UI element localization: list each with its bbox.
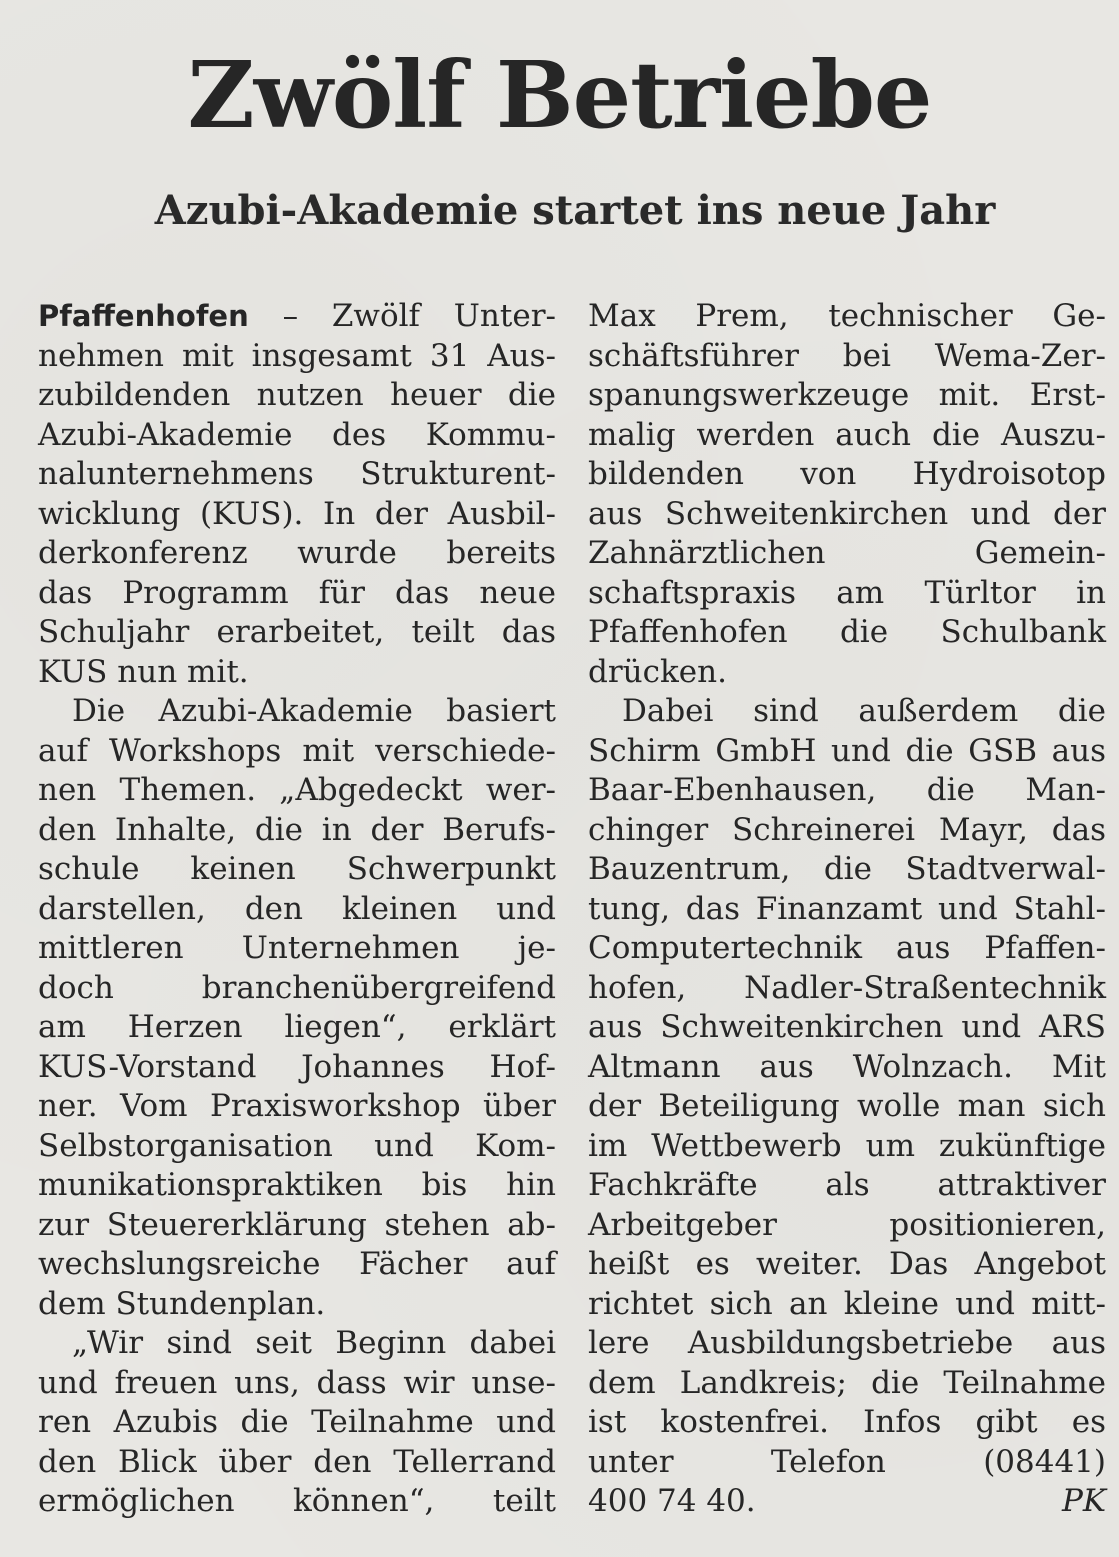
article-column-right <box>588 297 1106 1522</box>
article-text-line: bildenden von Hydroisotop <box>588 456 1106 492</box>
article-text-line: zur Steuererklärung stehen ab- <box>38 1206 556 1243</box>
article-text-line: nalunternehmens Strukturent- <box>38 456 556 492</box>
article-text-line: Max Prem, technischer Ge- <box>588 298 1106 334</box>
article-text-line: schule keinen Schwerpunkt <box>38 851 556 887</box>
article-text-line: malig werden auch die Auszu- <box>588 416 1106 453</box>
article-text-line: schäftsführer bei Wema-Zer- <box>588 337 1106 374</box>
article-text-line: aus Schweitenkirchen und der <box>588 495 1106 532</box>
article-text-line: „Wir sind seit Beginn dabei <box>72 1325 556 1361</box>
article-text-line: zubildenden nutzen heuer die <box>38 377 556 413</box>
subheadline: Azubi-Akademie startet ins neue Jahr <box>154 187 996 234</box>
headline: Zwölf Betriebe <box>187 41 932 149</box>
article-text-line: Pfaffenhofen die Schulbank <box>588 614 1106 650</box>
article-text-line: lere Ausbildungsbetriebe aus <box>588 1325 1106 1361</box>
article-text-line: KUS-Vorstand Johannes Hof- <box>38 1048 556 1085</box>
article-text-line: Altmann aus Wolnzach. Mit <box>588 1048 1106 1085</box>
article-text-line: Selbstorganisation und Kom- <box>38 1127 556 1164</box>
article-text-line: unter Telefon (08441) <box>588 1443 1106 1480</box>
article-text-line: Schuljahr erarbeitet, teilt das <box>38 614 556 650</box>
article-text-line: chinger Schreinerei Mayr, das <box>588 811 1106 848</box>
article-text-line: KUS nun mit. <box>38 653 249 690</box>
article-text-line: richtet sich an kleine und mitt- <box>588 1285 1106 1322</box>
article-text-line: Bauzentrum, die Stadtverwal- <box>588 851 1106 887</box>
article-text-line: Arbeitgeber positionieren, <box>588 1206 1106 1243</box>
article-text-line: ist kostenfrei. Infos gibt es <box>588 1404 1106 1440</box>
article-text-line: darstellen, den kleinen und <box>38 890 556 927</box>
article-text: – Zwölf Unter- <box>282 298 556 334</box>
article-text-line: dem Stundenplan. <box>38 1285 326 1322</box>
article-text-line: spanungswerkzeuge mit. Erst- <box>588 377 1106 413</box>
article-text-line: derkonferenz wurde bereits <box>38 535 556 571</box>
article-text-line: ermöglichen können“, teilt <box>38 1483 556 1519</box>
article-text-line: schaftspraxis am Türltor in <box>588 574 1106 611</box>
article-text-line: dem Landkreis; die Teilnahme <box>588 1364 1106 1401</box>
article-text-line: den Inhalte, die in der Berufs- <box>38 811 556 848</box>
closing-line <box>588 1482 1106 1522</box>
article-text-line: nen Themen. „Abgedeckt wer- <box>38 772 556 808</box>
article-text-line: den Blick über den Tellerrand <box>38 1443 556 1480</box>
article-text-line <box>38 297 556 337</box>
article-text-line: nehmen mit insgesamt 31 Aus- <box>38 337 556 374</box>
article-text-line: Baar-Ebenhausen, die Man- <box>588 772 1106 808</box>
article-text-line: Schirm GmbH und die GSB aus <box>588 732 1106 769</box>
article-text-line: tung, das Finanzamt und Stahl- <box>588 890 1106 927</box>
dateline: Pfaffenhofen <box>38 299 249 333</box>
article-text-line: am Herzen liegen“, erklärt <box>38 1009 556 1045</box>
article-text-line: hofen, Nadler-Straßentechnik <box>588 969 1106 1006</box>
phone-number-end: 400 74 40. <box>588 1483 756 1519</box>
author-signature: PK <box>1061 1483 1106 1519</box>
article-text-line: Die Azubi-Akademie basiert <box>72 693 556 729</box>
article-text-line: ner. Vom Praxisworkshop über <box>38 1088 556 1124</box>
article-column-left <box>38 297 556 1522</box>
article-text-line: das Programm für das neue <box>38 574 556 611</box>
article-text-line: und freuen uns, dass wir unse- <box>38 1364 556 1401</box>
article-text-line: der Beteiligung wolle man sich <box>588 1088 1106 1124</box>
article-text-line: Fachkräfte als attraktiver <box>588 1167 1106 1203</box>
article-text-line: Azubi-Akademie des Kommu- <box>38 416 556 453</box>
article-text-line: wechslungsreiche Fächer auf <box>38 1246 556 1282</box>
article-text-line: ren Azubis die Teilnahme und <box>38 1404 556 1440</box>
article-text-line: wicklung (KUS). In der Ausbil- <box>38 495 556 532</box>
article-text-line: munikationspraktiken bis hin <box>38 1167 556 1203</box>
article-text-line: auf Workshops mit verschiede- <box>38 732 556 769</box>
article-text-line: im Wettbewerb um zukünftige <box>588 1127 1106 1164</box>
article-text-line: aus Schweitenkirchen und ARS <box>588 1009 1106 1045</box>
article-text-line: mittleren Unternehmen je- <box>38 930 556 966</box>
article-text-line: Computertechnik aus Pfaffen- <box>588 930 1106 966</box>
article-text-line: drücken. <box>588 653 727 690</box>
article-text-line: Zahnärztlichen Gemein- <box>588 535 1106 571</box>
article-text-line: heißt es weiter. Das Angebot <box>588 1246 1106 1282</box>
article-text-line: Dabei sind außerdem die <box>622 693 1106 729</box>
article-text-line: doch branchenübergreifend <box>38 969 556 1006</box>
